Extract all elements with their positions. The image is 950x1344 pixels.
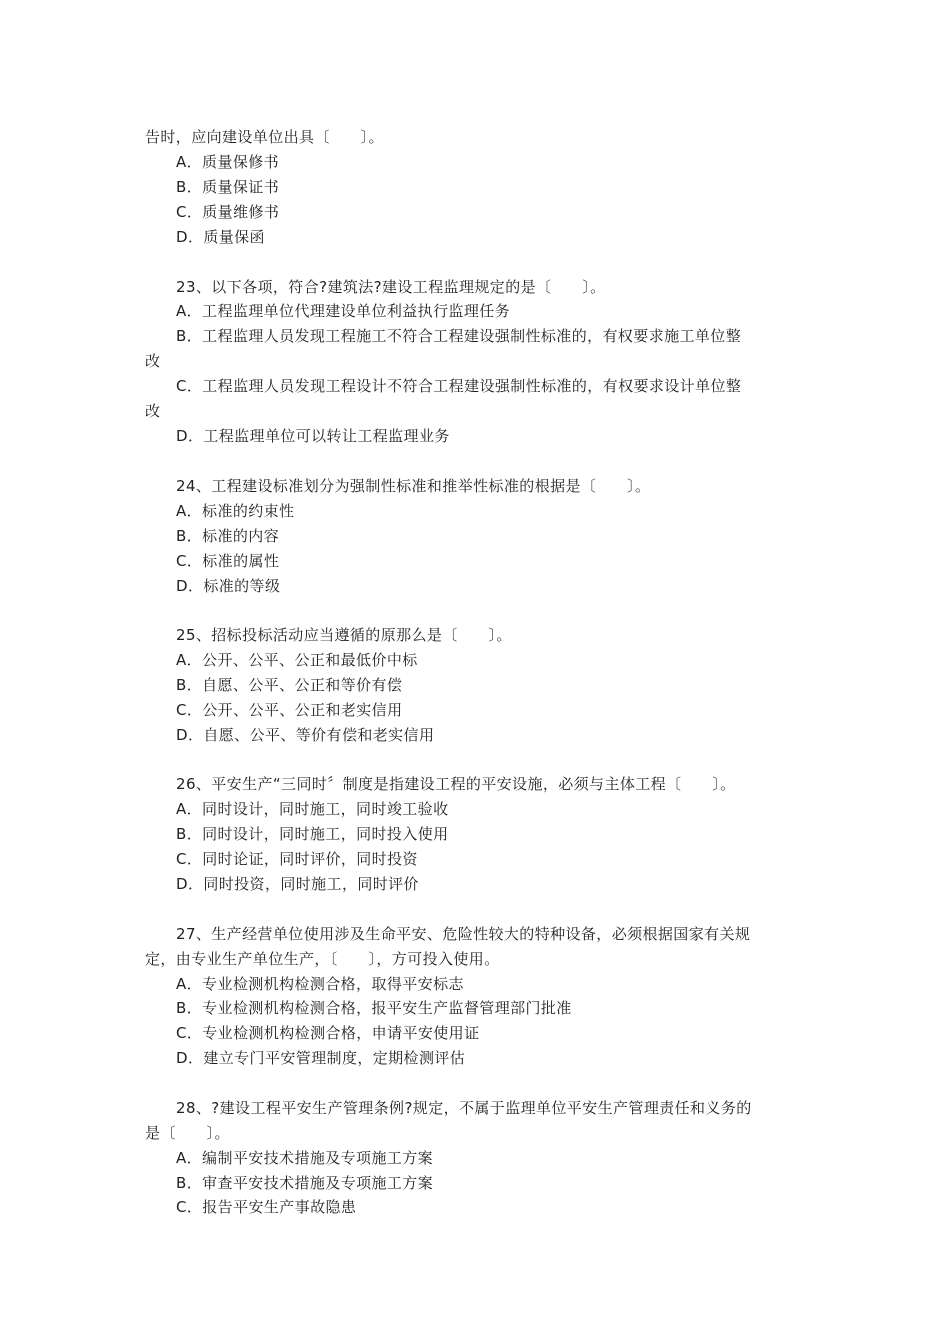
intro-option-d: D．质量保函 <box>176 228 265 246</box>
question-26-stem: 26、平安生产“三同时〞制度是指建设工程的平安设施，必须与主体工程〔 〕。 <box>176 775 736 793</box>
question-28-option-a: A．编制平安技术措施及专项施工方案 <box>176 1149 434 1167</box>
question-27-option-b: B．专业检测机构检测合格，报平安生产监督管理部门批准 <box>176 999 572 1017</box>
question-28-stem: 28、?建设工程平安生产管理条例?规定，不属于监理单位平安生产管理责任和义务的 <box>176 1099 752 1117</box>
question-26-option-c: C．同时论证，同时评价，同时投资 <box>176 850 418 868</box>
question-25-option-b: B．自愿、公平、公正和等价有偿 <box>176 676 403 694</box>
question-28-stem-wrap: 是〔 〕。 <box>145 1124 230 1142</box>
question-25-option-d: D．自愿、公平、等价有偿和老实信用 <box>176 726 435 744</box>
question-24-stem: 24、工程建设标准划分为强制性标准和推举性标准的根据是〔 〕。 <box>176 477 651 495</box>
question-23-option-b: B．工程监理人员发现工程施工不符合工程建设强制性标准的，有权要求施工单位整 <box>176 327 742 345</box>
question-27-option-a: A．专业检测机构检测合格，取得平安标志 <box>176 975 464 993</box>
question-27-option-c: C．专业检测机构检测合格，申请平安使用证 <box>176 1024 480 1042</box>
question-23-stem: 23、以下各项，符合?建筑法?建设工程监理规定的是〔 〕。 <box>176 278 606 296</box>
question-26-option-b: B．同时设计，同时施工，同时投入使用 <box>176 825 449 843</box>
intro-stem-line: 告时，应向建设单位出具〔 〕。 <box>145 128 384 146</box>
question-27-stem: 27、生产经营单位使用涉及生命平安、危险性较大的特种设备，必须根据国家有关规 <box>176 925 751 943</box>
question-23-option-c: C．工程监理人员发现工程设计不符合工程建设强制性标准的，有权要求设计单位整 <box>176 377 742 395</box>
question-26-option-a: A．同时设计，同时施工，同时竣工验收 <box>176 800 449 818</box>
intro-option-a: A．质量保修书 <box>176 153 280 171</box>
question-23-option-c-wrap: 改 <box>145 402 161 420</box>
question-28-option-b: B．审查平安技术措施及专项施工方案 <box>176 1174 434 1192</box>
question-23-option-a: A．工程监理单位代理建设单位利益执行监理任务 <box>176 302 511 320</box>
question-24-option-d: D．标准的等级 <box>176 577 281 595</box>
question-27-stem-wrap: 定，由专业生产单位生产，〔 〕，方可投入使用。 <box>145 950 500 968</box>
question-24-option-b: B．标准的内容 <box>176 527 280 545</box>
question-25-option-a: A．公开、公平、公正和最低价中标 <box>176 651 418 669</box>
question-24-option-a: A．标准的约束性 <box>176 502 295 520</box>
question-24-option-c: C．标准的属性 <box>176 552 280 570</box>
intro-option-c: C．质量维修书 <box>176 203 280 221</box>
question-28-option-c: C．报告平安生产事故隐患 <box>176 1198 357 1216</box>
question-23-option-d: D．工程监理单位可以转让工程监理业务 <box>176 427 450 445</box>
intro-option-b: B．质量保证书 <box>176 178 280 196</box>
question-23-option-b-wrap: 改 <box>145 352 161 370</box>
question-25-stem: 25、招标投标活动应当遵循的原那么是〔 〕。 <box>176 626 512 644</box>
question-27-option-d: D．建立专门平安管理制度，定期检测评估 <box>176 1049 466 1067</box>
question-25-option-c: C．公开、公平、公正和老实信用 <box>176 701 403 719</box>
question-26-option-d: D．同时投资，同时施工，同时评价 <box>176 875 419 893</box>
